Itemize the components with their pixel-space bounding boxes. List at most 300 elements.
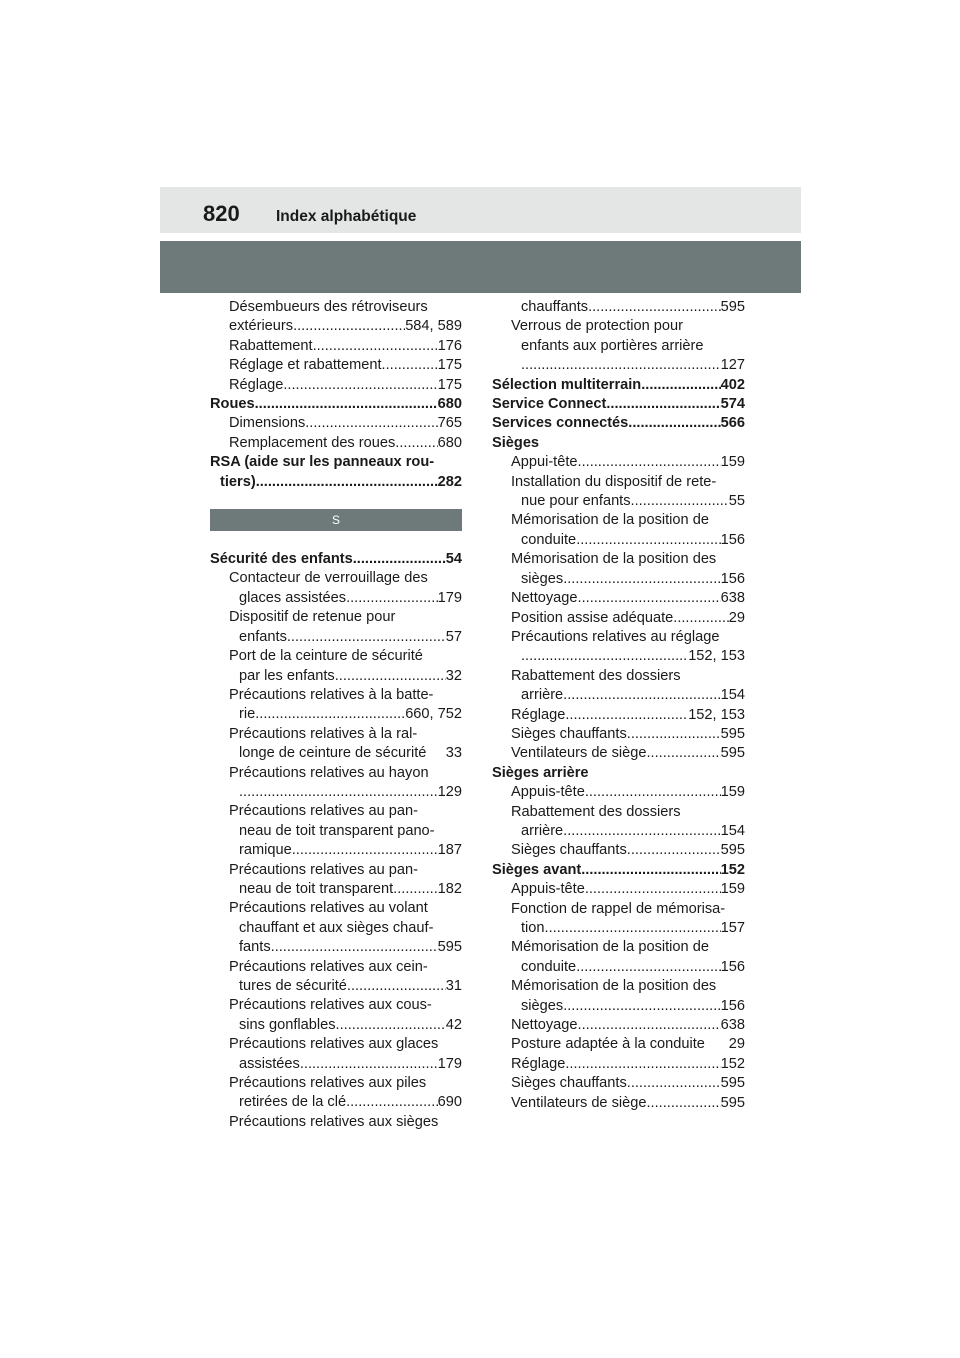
index-entry-term: Sièges avant bbox=[492, 861, 582, 878]
index-entry-line bbox=[511, 511, 745, 530]
index-entry-page: 152, 153 bbox=[688, 706, 745, 723]
index-entry-sub bbox=[492, 880, 745, 899]
dot-leader bbox=[673, 609, 729, 628]
index-entry-page: 159 bbox=[720, 784, 745, 801]
index-entry-sub bbox=[210, 725, 462, 764]
index-entry-line bbox=[511, 589, 745, 608]
dot-leader bbox=[292, 841, 438, 860]
index-entry-sub bbox=[492, 453, 745, 472]
index-entry-page: 179 bbox=[437, 589, 462, 606]
dot-leader bbox=[641, 376, 720, 395]
index-entry-line bbox=[229, 589, 462, 608]
dot-leader bbox=[578, 1016, 721, 1035]
index-entry-term: Précautions relatives au hayon bbox=[229, 764, 429, 781]
index-entry-line bbox=[511, 298, 745, 317]
index-entry-term: Précautions relatives aux sièges bbox=[229, 1113, 439, 1130]
dot-leader bbox=[335, 667, 446, 686]
index-entry-line bbox=[229, 938, 462, 957]
dot-leader bbox=[585, 880, 721, 899]
index-entry-term: Dimensions bbox=[229, 415, 306, 432]
index-entry-page: 152 bbox=[720, 861, 745, 878]
index-entry-page: 157 bbox=[720, 920, 745, 936]
index-entry-main bbox=[492, 434, 745, 453]
index-entry-line bbox=[511, 803, 745, 822]
index-entry-line bbox=[511, 492, 745, 511]
index-entry-line bbox=[229, 686, 462, 705]
dot-leader bbox=[313, 337, 438, 356]
index-entry-page: 29 bbox=[728, 1036, 745, 1053]
index-entry-term: Contacteur de verrouillage des bbox=[229, 570, 428, 587]
index-entry-line bbox=[229, 434, 462, 453]
index-entry-line bbox=[492, 434, 745, 453]
index-entry-line bbox=[511, 609, 745, 628]
index-entry-page: 175 bbox=[437, 376, 462, 393]
index-entry-page: 152, 153 bbox=[688, 648, 745, 665]
index-entry-term: Réglage bbox=[511, 1055, 566, 1072]
page-header bbox=[160, 187, 801, 233]
index-entry-term: Réglage bbox=[229, 376, 284, 393]
index-entry-sub bbox=[210, 764, 462, 803]
index-entry-line bbox=[511, 977, 745, 996]
index-list-right bbox=[492, 298, 745, 1113]
index-entry-term: Réglage bbox=[511, 706, 566, 723]
dot-leader bbox=[631, 492, 729, 511]
index-entry-sub bbox=[492, 1016, 745, 1035]
index-entry-term: conduite bbox=[521, 958, 577, 975]
dot-leader bbox=[545, 919, 721, 938]
index-entry-line bbox=[229, 744, 462, 763]
index-entry-page: 595 bbox=[720, 1075, 745, 1092]
index-entry-term: Précautions relatives aux cein- bbox=[229, 958, 428, 975]
index-entry-term: Appuis-tête bbox=[511, 784, 585, 801]
index-entry-page: 182 bbox=[437, 880, 462, 897]
index-entry-line bbox=[229, 861, 462, 880]
index-entry-page: 156 bbox=[720, 997, 745, 1014]
dot-leader bbox=[255, 705, 405, 724]
index-entry-line bbox=[511, 841, 745, 860]
index-entry-term: Remplacement des roues bbox=[229, 434, 396, 451]
index-entry-term: assistées bbox=[239, 1055, 300, 1072]
dot-leader bbox=[563, 822, 720, 841]
index-entry-sub bbox=[492, 667, 745, 706]
index-entry-line bbox=[511, 1035, 745, 1054]
index-entry-page: 152 bbox=[720, 1055, 745, 1072]
index-entry-sub bbox=[210, 647, 462, 686]
index-entry-line bbox=[229, 1113, 462, 1132]
index-entry-line bbox=[229, 376, 462, 395]
dot-leader bbox=[271, 938, 438, 957]
dot-leader bbox=[588, 298, 721, 317]
index-entry-page: 54 bbox=[445, 551, 462, 568]
index-entry-line bbox=[511, 997, 745, 1016]
dot-leader bbox=[305, 414, 437, 433]
index-entry-sub bbox=[210, 608, 462, 647]
index-entry-term: Appui-tête bbox=[511, 454, 578, 471]
index-entry-sub bbox=[492, 1094, 745, 1113]
index-entry-main bbox=[492, 376, 745, 395]
index-entry-page: 765 bbox=[437, 415, 462, 432]
index-entry-term: Mémorisation de la position de bbox=[511, 939, 709, 956]
index-column-right bbox=[492, 298, 745, 1113]
index-entry-term: sièges bbox=[521, 570, 564, 587]
index-entry-term: sins gonflables bbox=[239, 1016, 336, 1033]
dot-leader bbox=[578, 453, 721, 472]
index-entry-term: Position assise adéquate bbox=[511, 609, 674, 626]
index-entry-page: 187 bbox=[437, 842, 462, 859]
index-entry-term: Précautions relatives au volant bbox=[229, 900, 428, 917]
index-entry-line bbox=[511, 570, 745, 589]
index-entry-page: 154 bbox=[720, 822, 745, 839]
index-entry-line bbox=[492, 395, 745, 414]
index-entry-sub bbox=[210, 1035, 462, 1074]
index-entry-sub bbox=[492, 841, 745, 860]
dot-leader bbox=[293, 317, 405, 336]
section-letter-s: S bbox=[210, 509, 462, 531]
index-entry-line bbox=[492, 861, 745, 880]
index-entry-sub bbox=[210, 414, 462, 433]
index-entry-page: 57 bbox=[445, 628, 462, 645]
index-entry-main bbox=[210, 453, 462, 492]
index-entry-term: Nettoyage bbox=[511, 1017, 578, 1034]
index-entry-term: Sièges chauffants bbox=[511, 1075, 627, 1092]
index-entry-line bbox=[210, 395, 462, 414]
index-entry-term: conduite bbox=[521, 531, 577, 548]
dot-leader bbox=[347, 977, 446, 996]
dot-leader bbox=[627, 841, 721, 860]
dot-leader bbox=[346, 1093, 438, 1112]
index-entry-line bbox=[229, 628, 462, 647]
index-entry-term: Ventilateurs de siège bbox=[511, 1094, 647, 1111]
index-entry-main bbox=[492, 414, 745, 433]
index-entry-page: 680 bbox=[437, 396, 462, 413]
index-entry-line bbox=[511, 880, 745, 899]
index-entry-line bbox=[229, 337, 462, 356]
index-entry-page: 33 bbox=[445, 745, 462, 762]
index-entry-line bbox=[511, 958, 745, 977]
index-entry-term: Mémorisation de la position de bbox=[511, 512, 709, 529]
index-entry-line bbox=[511, 744, 745, 763]
index-entry-sub bbox=[210, 1113, 462, 1132]
index-entry-term: enfants aux portières arrière bbox=[521, 337, 704, 354]
index-entry-line bbox=[229, 783, 462, 802]
index-entry-term: rie bbox=[239, 706, 256, 723]
dot-leader bbox=[565, 706, 688, 725]
index-entry-line bbox=[229, 569, 462, 588]
index-entry-term: Précautions relatives aux piles bbox=[229, 1075, 427, 1092]
index-entry-page: 154 bbox=[720, 687, 745, 704]
index-entry-line bbox=[229, 841, 462, 860]
index-entry-line bbox=[492, 376, 745, 395]
index-list-left-top bbox=[210, 298, 462, 492]
index-entry-term: retirées de la clé bbox=[239, 1094, 347, 1111]
index-entry-line bbox=[511, 628, 745, 647]
index-entry-term: glaces assistées bbox=[239, 589, 347, 606]
index-entry-term: sièges bbox=[521, 997, 564, 1014]
index-entry-page: 595 bbox=[720, 299, 745, 315]
index-entry-line bbox=[229, 317, 462, 336]
index-entry-line bbox=[511, 531, 745, 550]
index-entry-term: Rabattement des dossiers bbox=[511, 667, 681, 684]
index-entry-sub bbox=[492, 803, 745, 842]
index-entry-page: 402 bbox=[720, 376, 745, 393]
index-entry-page: 31 bbox=[445, 978, 462, 994]
index-entry-sub bbox=[492, 744, 745, 763]
index-entry-line bbox=[229, 356, 462, 375]
index-entry-term: Précautions relatives au réglage bbox=[511, 628, 720, 645]
header-title: Index alphabétique bbox=[276, 208, 417, 225]
index-entry-page: 29 bbox=[728, 609, 745, 626]
index-entry-sub bbox=[210, 686, 462, 725]
dot-leader bbox=[336, 1016, 446, 1035]
index-entry-line bbox=[229, 667, 462, 686]
dot-leader bbox=[395, 434, 437, 453]
index-entry-term: Installation du dispositif de rete- bbox=[511, 473, 717, 490]
index-entry-line bbox=[229, 977, 462, 996]
index-column-left bbox=[210, 298, 462, 1132]
index-entry-sub bbox=[492, 1035, 745, 1054]
dot-leader bbox=[256, 473, 438, 492]
index-entry-page: 156 bbox=[720, 958, 745, 975]
index-list-left-bottom bbox=[210, 550, 462, 1132]
index-entry-line bbox=[511, 356, 745, 375]
index-entry-sub bbox=[210, 899, 462, 957]
index-entry-line bbox=[210, 453, 462, 472]
index-entry-sub bbox=[492, 706, 745, 725]
dot-leader bbox=[521, 356, 721, 375]
index-entry-term: enfants bbox=[239, 628, 287, 645]
index-entry-term: Ventilateurs de siège bbox=[511, 745, 647, 762]
index-entry-page: 566 bbox=[720, 415, 745, 432]
index-entry-sub bbox=[492, 550, 745, 589]
index-entry-term: Fonction de rappel de mémorisa- bbox=[511, 900, 726, 917]
index-entry-term: RSA (aide sur les panneaux rou- bbox=[210, 454, 435, 471]
index-entry-page: 638 bbox=[720, 590, 745, 607]
index-entry-line bbox=[229, 1016, 462, 1035]
index-entry-term: extérieurs bbox=[229, 318, 294, 335]
index-entry-line bbox=[229, 414, 462, 433]
index-entry-sub bbox=[492, 977, 745, 1016]
index-entry-page: 595 bbox=[720, 842, 745, 859]
dot-leader bbox=[393, 880, 437, 899]
index-entry-term: Dispositif de retenue pour bbox=[229, 609, 396, 626]
index-entry-term: Sélection multiterrain bbox=[492, 376, 642, 393]
index-entry-sub bbox=[492, 900, 745, 939]
index-entry-sub bbox=[492, 473, 745, 512]
index-entry-sub bbox=[492, 589, 745, 608]
dot-leader bbox=[521, 647, 688, 666]
index-entry-line bbox=[229, 958, 462, 977]
index-entry-page: 690 bbox=[437, 1094, 462, 1111]
index-entry-sub bbox=[492, 609, 745, 628]
dot-leader bbox=[287, 628, 446, 647]
index-entry-term: Rabattement des dossiers bbox=[511, 803, 681, 820]
index-entry-term: nue pour enfants bbox=[521, 493, 631, 510]
index-entry-line bbox=[210, 550, 462, 569]
index-entry-sub bbox=[492, 317, 745, 375]
index-entry-line bbox=[229, 899, 462, 918]
index-entry-line bbox=[229, 298, 462, 317]
index-entry-line bbox=[511, 453, 745, 472]
index-entry-line bbox=[229, 996, 462, 1015]
index-entry-line bbox=[229, 705, 462, 724]
index-entry-term: Précautions relatives aux glaces bbox=[229, 1036, 439, 1053]
dot-leader bbox=[563, 570, 720, 589]
index-entry-line bbox=[229, 647, 462, 666]
index-entry-line bbox=[229, 1055, 462, 1074]
index-entry-line bbox=[492, 414, 745, 433]
index-entry-sub bbox=[492, 783, 745, 802]
index-entry-line bbox=[511, 1055, 745, 1074]
dot-leader bbox=[627, 725, 721, 744]
dot-leader bbox=[647, 1094, 721, 1113]
index-entry-line bbox=[511, 900, 745, 919]
index-entry-main bbox=[492, 395, 745, 414]
index-entry-page: 42 bbox=[445, 1016, 462, 1033]
index-entry-line bbox=[229, 725, 462, 744]
index-entry-term: tiers) bbox=[220, 473, 256, 490]
dot-leader bbox=[585, 783, 721, 802]
dot-leader bbox=[606, 395, 720, 414]
index-entry-line bbox=[511, 822, 745, 841]
index-entry-page: 660, 752 bbox=[405, 706, 462, 723]
index-entry-term: Rabattement bbox=[229, 337, 313, 354]
index-entry-main bbox=[492, 764, 745, 783]
dot-leader bbox=[647, 744, 721, 763]
header-band bbox=[160, 241, 801, 293]
index-entry-term: par les enfants bbox=[239, 667, 335, 684]
index-entry-page: 32 bbox=[445, 667, 462, 684]
index-entry-page: 574 bbox=[720, 396, 745, 413]
index-entry-page: 680 bbox=[437, 434, 462, 451]
index-entry-sub bbox=[492, 298, 745, 317]
index-entry-sub bbox=[210, 861, 462, 900]
dot-leader bbox=[353, 550, 446, 569]
index-entry-sub bbox=[492, 1055, 745, 1074]
index-entry-main bbox=[492, 861, 745, 880]
index-entry-line bbox=[229, 764, 462, 783]
index-entry-term: tion bbox=[521, 920, 545, 936]
index-entry-sub bbox=[492, 725, 745, 744]
index-entry-main bbox=[210, 395, 462, 414]
index-entry-term: Sécurité des enfants bbox=[210, 551, 353, 568]
index-entry-line bbox=[511, 1074, 745, 1093]
index-entry-page: 179 bbox=[437, 1055, 462, 1072]
index-entry-term: Précautions relatives à la batte- bbox=[229, 686, 434, 703]
index-entry-line bbox=[229, 1093, 462, 1112]
index-entry-term: Services connectés bbox=[492, 415, 629, 432]
index-entry-line bbox=[511, 647, 745, 666]
dot-leader bbox=[239, 783, 438, 802]
index-entry-page: 156 bbox=[720, 570, 745, 587]
index-entry-sub bbox=[210, 1074, 462, 1113]
index-entry-page: 595 bbox=[720, 725, 745, 742]
index-entry-line bbox=[210, 473, 462, 492]
dot-leader bbox=[565, 1055, 720, 1074]
index-entry-sub bbox=[210, 356, 462, 375]
index-entry-line bbox=[229, 880, 462, 899]
index-entry-sub bbox=[210, 434, 462, 453]
dot-leader bbox=[576, 531, 720, 550]
index-entry-line bbox=[229, 1074, 462, 1093]
index-entry-sub bbox=[210, 996, 462, 1035]
index-entry-term: Désembueurs des rétroviseurs bbox=[229, 299, 428, 315]
index-entry-sub bbox=[210, 569, 462, 608]
dot-leader bbox=[581, 861, 720, 880]
index-entry-term: longe de ceinture de sécurité bbox=[239, 745, 427, 762]
index-entry-line bbox=[511, 337, 745, 356]
index-entry-page: 129 bbox=[437, 783, 462, 800]
index-entry-page: 595 bbox=[720, 1094, 745, 1111]
index-entry-sub bbox=[492, 628, 745, 667]
index-entry-line bbox=[511, 317, 745, 336]
dot-leader bbox=[255, 395, 438, 414]
index-entry-sub bbox=[492, 938, 745, 977]
index-entry-page: 159 bbox=[720, 454, 745, 471]
index-entry-page: 595 bbox=[437, 939, 462, 956]
index-entry-term: Sièges chauffants bbox=[511, 725, 627, 742]
index-entry-term: Précautions relatives à la ral- bbox=[229, 725, 418, 742]
index-entry-page: 176 bbox=[437, 337, 462, 354]
index-entry-line bbox=[511, 1016, 745, 1035]
index-entry-line bbox=[511, 686, 745, 705]
index-entry-page: 159 bbox=[720, 881, 745, 898]
dot-leader bbox=[300, 1055, 438, 1074]
index-entry-line bbox=[229, 822, 462, 841]
index-entry-term: Mémorisation de la position des bbox=[511, 551, 717, 568]
index-entry-term: arrière bbox=[521, 822, 564, 839]
index-entry-line bbox=[511, 919, 745, 938]
index-entry-term: Précautions relatives aux cous- bbox=[229, 997, 432, 1014]
index-entry-term: Roues bbox=[210, 396, 255, 413]
index-entry-term: Mémorisation de la position des bbox=[511, 978, 717, 995]
index-entry-term: Sièges arrière bbox=[492, 764, 589, 781]
dot-leader bbox=[283, 376, 437, 395]
index-entry-page: 595 bbox=[720, 745, 745, 762]
index-entry-page: 156 bbox=[720, 531, 745, 548]
index-entry-term: chauffants bbox=[521, 299, 589, 315]
dot-leader bbox=[382, 356, 438, 375]
index-entry-line bbox=[511, 783, 745, 802]
index-entry-sub bbox=[210, 337, 462, 356]
index-entry-term: Appuis-tête bbox=[511, 881, 585, 898]
index-entry-term: Sièges chauffants bbox=[511, 842, 627, 859]
index-entry-term: arrière bbox=[521, 687, 564, 704]
index-entry-page: 127 bbox=[720, 357, 745, 374]
page-number: 820 bbox=[203, 201, 240, 226]
index-entry-term: neau de toit transparent pano- bbox=[239, 822, 435, 839]
dot-leader bbox=[578, 589, 721, 608]
index-entry-line bbox=[511, 667, 745, 686]
index-entry-line bbox=[511, 550, 745, 569]
index-entry-line bbox=[511, 473, 745, 492]
index-entry-term: Réglage et rabattement bbox=[229, 357, 382, 374]
index-entry-term: fants bbox=[239, 939, 271, 956]
index-entry-term: chauffant et aux sièges chauf- bbox=[239, 919, 434, 936]
index-entry-term: Service Connect bbox=[492, 396, 607, 413]
dot-leader bbox=[576, 958, 720, 977]
index-entry-line bbox=[511, 938, 745, 957]
index-entry-sub bbox=[210, 958, 462, 997]
index-entry-page: 175 bbox=[437, 357, 462, 374]
dot-leader bbox=[628, 414, 720, 433]
index-entry-sub bbox=[210, 802, 462, 860]
index-entry-term: neau de toit transparent bbox=[239, 880, 394, 897]
index-entry-line bbox=[229, 802, 462, 821]
index-entry-line bbox=[492, 764, 745, 783]
index-entry-page: 282 bbox=[437, 473, 462, 490]
index-entry-line bbox=[229, 608, 462, 627]
index-entry-term: Port de la ceinture de sécurité bbox=[229, 648, 423, 665]
